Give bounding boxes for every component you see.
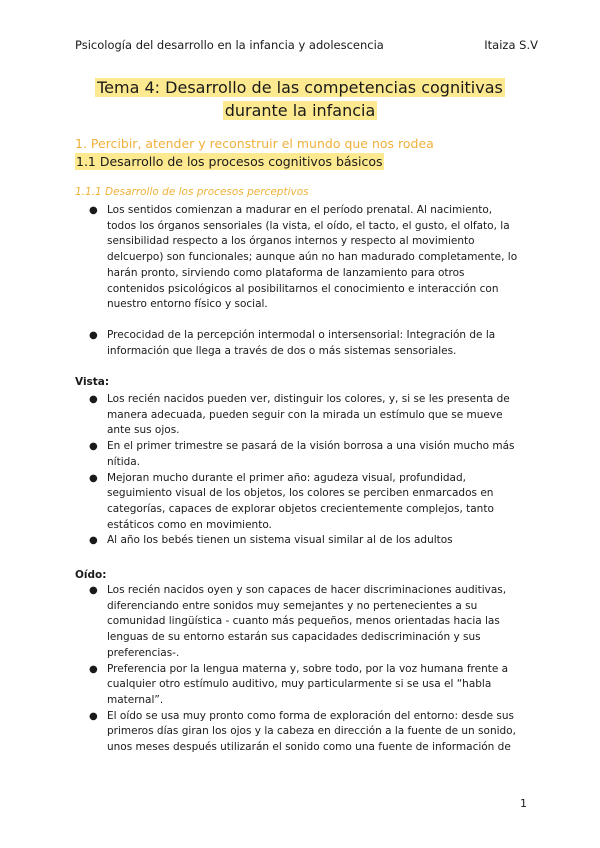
bullet-icon: ● <box>89 585 98 596</box>
bullet-icon: ● <box>89 472 98 484</box>
subsection-heading: 1.1 Desarrollo de los procesos cognitivos básicos <box>76 154 383 169</box>
page-header <box>75 38 538 54</box>
title-line-1: Tema 4: Desarrollo de las competencias cognitivas <box>97 78 503 97</box>
oido-list <box>0 583 600 756</box>
bullet-icon: ● <box>89 329 98 341</box>
bullet-icon: ● <box>89 205 98 216</box>
list-item: ● Los recién nacidos pueden ver, distinguir los colores, y, si se les presenta de manera adecuada, pueden seguir con la mirada un estímulo que se mueve ante sus ojos. <box>89 393 510 437</box>
vista-label: Vista: <box>75 376 110 388</box>
bullet-icon: ● <box>89 535 98 547</box>
subsubsection-heading: 1.1.1 Desarrollo de los procesos perceptivos <box>75 186 309 198</box>
list-item: ● Precocidad de la percepción intermodal o intersensorial: Integración de la información que llega a través de dos o más sistemas sensoriales. <box>89 328 496 357</box>
vista-list <box>0 392 600 549</box>
intro-list <box>0 203 600 359</box>
bullet-icon: ● <box>89 663 98 675</box>
list-item: ● Los recién nacidos oyen y son capaces de hacer discriminaciones auditivas, diferenciando entre sonidos muy semejantes y no pertenecientes a su comunidad lingüística - cuanto más pequeños, menos orientadas hacia las lenguas de su entorno estarán sus capacidades dediscriminación y sus preferencias-. <box>89 584 507 659</box>
list-item: ● El oído se usa muy pronto como forma de exploración del entorno: desde sus primeros días giran los ojos y la cabeza en dirección a la fuente de un sonido, unos meses después utilizarán el sonido como una fuente de información de <box>89 709 516 754</box>
header-author: Itaiza S.V <box>484 38 538 52</box>
bullet-icon: ● <box>89 394 98 405</box>
section-heading: 1. Percibir, atender y reconstruir el mundo que nos rodea <box>75 136 434 151</box>
bullet-icon: ● <box>89 710 98 722</box>
header-course: Psicología del desarrollo en la infancia y adolescencia <box>75 38 384 52</box>
page-title <box>0 76 600 122</box>
list-item: ● Los sentidos comienzan a madurar en el período prenatal. Al nacimiento, todos los órganos sensoriales (la vista, el oído, el tacto, el gusto, el olfato, la sensibilidad respecto a los órganos internos y respecto al movimiento delcuerpo) son funcionales; aunque aún no han madurado completamente, lo harán pronto, sirviendo como plataforma de lanzamiento para otros contenidos psicológicos al posibilitarnos el conocimiento e interacción con nuestro entorno físico y social. <box>89 204 518 311</box>
list-item: ● Preferencia por la lengua materna y, sobre todo, por la voz humana frente a cualquier otro estímulo auditivo, muy particularmente si se usa el “habla maternal”. <box>89 662 509 706</box>
bullet-icon: ● <box>89 441 98 453</box>
page-number: 1 <box>520 797 527 810</box>
oido-label: Oído: <box>75 569 107 581</box>
title-line-2: durante la infancia <box>224 101 376 120</box>
list-item: ● Mejoran mucho durante el primer año: agudeza visual, profundidad, seguimiento visual de los objetos, los colores se perciben enmarcados en categorías, capaces de explorar objetos crecientemente complejos, tanto estáticos como en movimiento. <box>89 471 494 531</box>
list-item: ● Al año los bebés tienen un sistema visual similar al de los adultos <box>0 533 600 549</box>
list-item: ● En el primer trimestre se pasará de la visión borrosa a una visión mucho más nítida. <box>89 440 515 468</box>
